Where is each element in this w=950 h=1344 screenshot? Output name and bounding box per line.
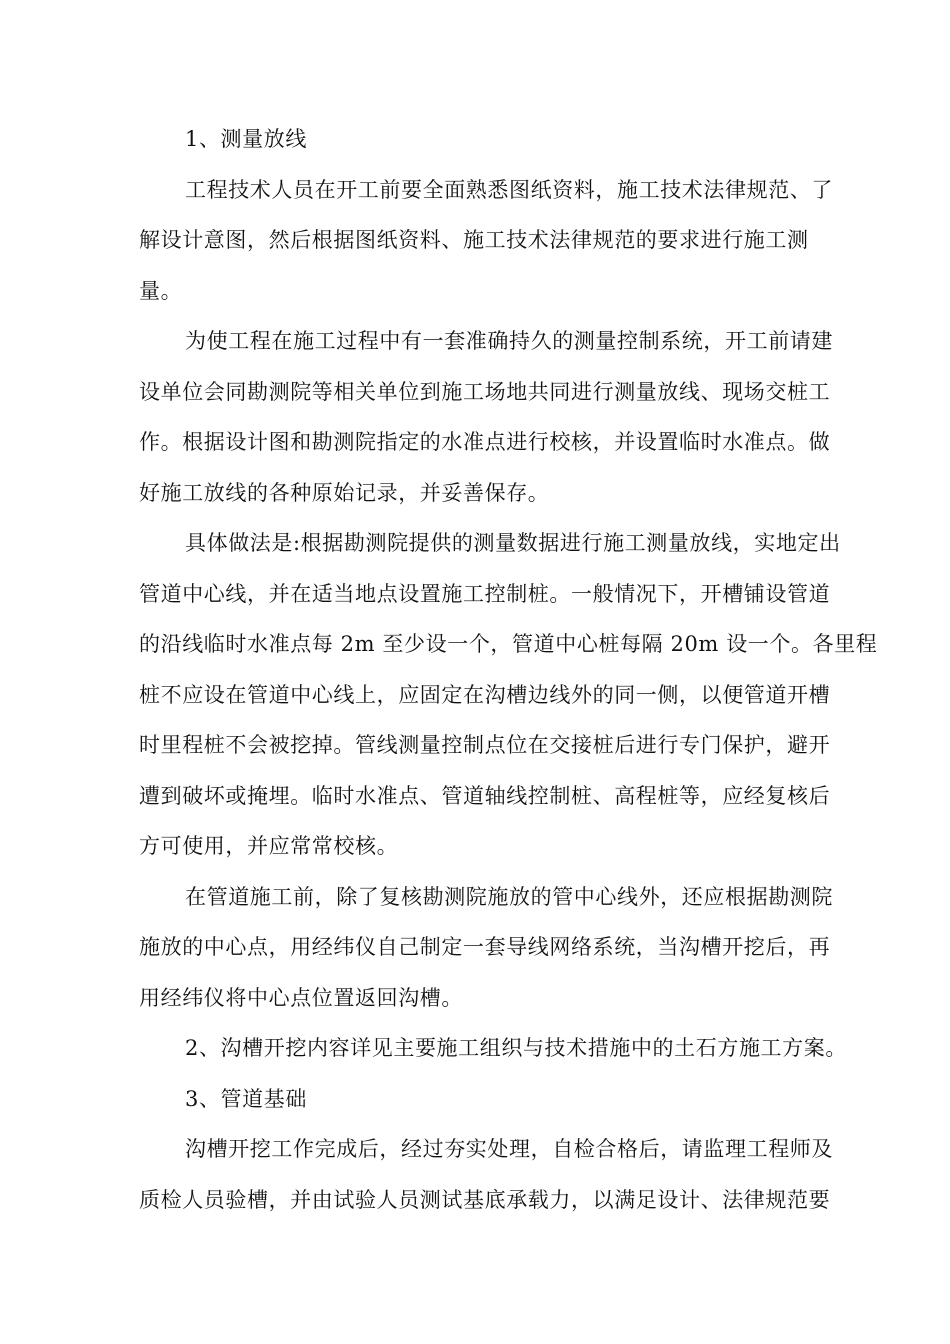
section-heading-foundation: [139, 1074, 835, 1125]
text-line: 桩不应设在管道中心线上，应固定在沟槽边线外的同一侧，以便管道开槽: [139, 682, 831, 707]
text-line: 时里程桩不会被挖掉。管线测量控制点位在交接桩后进行专门保护，避开: [139, 733, 831, 757]
text-line: 具体做法是:根据勘测院提供的测量数据进行施工测量放线，实地定出: [185, 531, 841, 555]
paragraph-centerline: [139, 872, 835, 1024]
text-line: 作。根据设计图和勘测院指定的水准点进行校核，并设置临时水准点。做: [139, 430, 831, 454]
section-heading-survey: [139, 114, 835, 165]
section-heading-trench: [139, 1023, 847, 1074]
text-line: 3、管道基础: [185, 1086, 307, 1111]
text-line: 的沿线临时水准点每 2m 至少设一个，管道中心桩每隔 20m 设一个。各里程: [139, 632, 878, 656]
text-line: 2、沟槽开挖内容详见主要施工组织与技术措施中的土石方施工方案。: [185, 1036, 847, 1060]
text-line: 用经纬仪将中心点位置返回沟槽。: [139, 985, 463, 1010]
paragraph-preparation: [139, 165, 835, 317]
paragraph-inspection: [139, 1124, 835, 1225]
paragraph-method: [139, 518, 878, 872]
text-line: 质检人员验槽，并由试验人员测试基底承载力，以满足设计、法律规范要: [139, 1187, 831, 1212]
text-line: 1、测量放线: [185, 127, 307, 151]
text-line: 解设计意图，然后根据图纸资料、施工技术法律规范的要求进行施工测: [139, 228, 809, 252]
document-body: [139, 114, 878, 1225]
text-line: 设单位会同勘测院等相关单位到施工场地共同进行测量放线、现场交桩工: [139, 379, 831, 404]
text-line: 在管道施工前，除了复核勘测院施放的管中心线外，还应根据勘测院: [185, 884, 833, 909]
text-line: 方可使用，并应常常校核。: [139, 834, 399, 858]
paragraph-control-system: [139, 316, 835, 518]
text-line: 量。: [139, 278, 183, 303]
text-line: 工程技术人员在开工前要全面熟悉图纸资料，施工技术法律规范、了: [185, 177, 833, 202]
text-line: 管道中心线，并在适当地点设置施工控制桩。一般情况下，开槽铺设管道: [139, 581, 831, 606]
text-line: 好施工放线的各种原始记录，并妥善保存。: [139, 480, 550, 505]
text-line: 施放的中心点，用经纬仪自己制定一套导线网络系统，当沟槽开挖后，再: [139, 935, 831, 959]
text-line: 遭到破坏或掩埋。临时水准点、管道轴线控制桩、高程桩等，应经复核后: [139, 783, 831, 808]
text-line: 为使工程在施工过程中有一套准确持久的测量控制系统，开工前请建: [185, 329, 833, 353]
text-line: 沟槽开挖工作完成后，经过夯实处理，自检合格后，请监理工程师及: [185, 1137, 833, 1161]
